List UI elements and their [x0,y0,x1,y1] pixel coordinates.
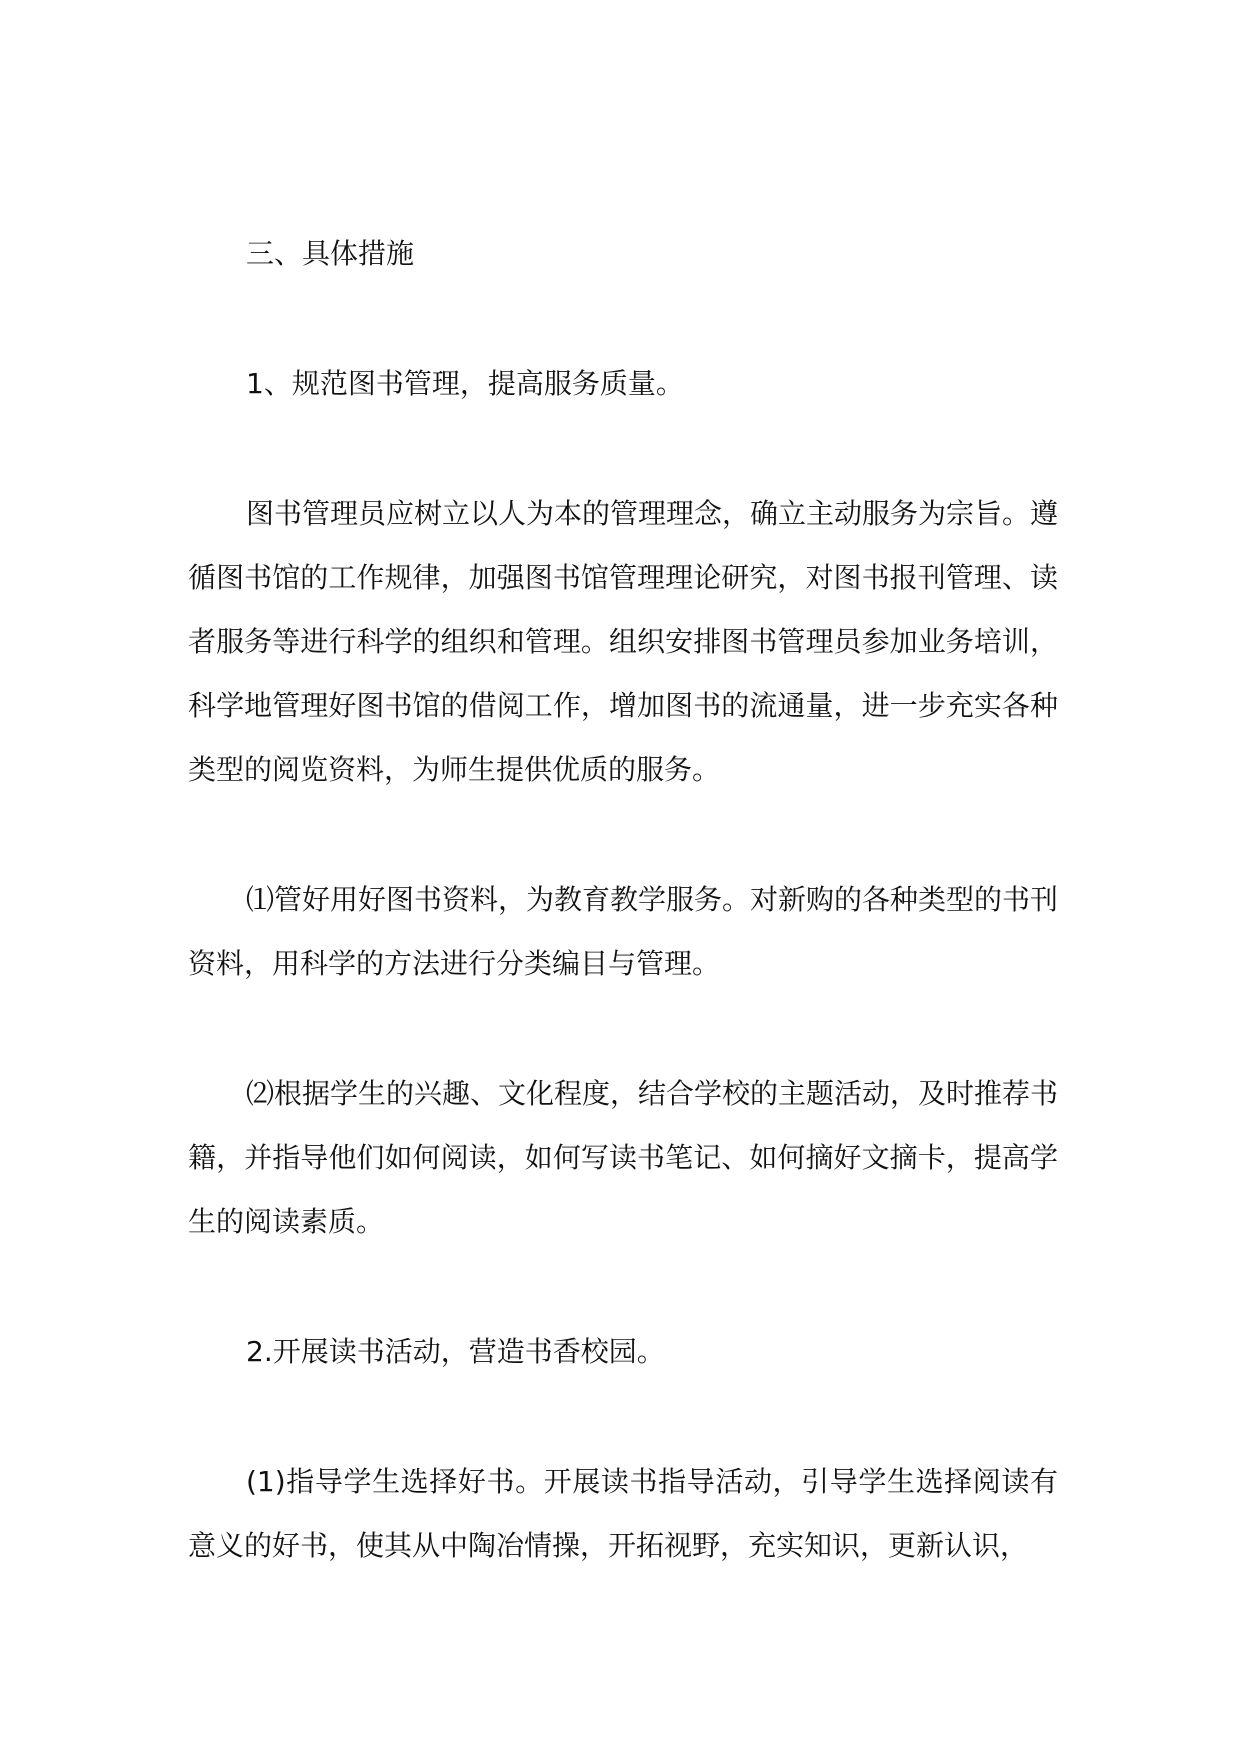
list-item-3: (1)指导学生选择好书。开展读书指导活动，引导学生选择阅读有意义的好书，使其从中陶冶情操，开拓视野，充实知识，更新认识， [188,1465,1058,1562]
list-item-1: ⑴管好用好图书资料，为教育教学服务。对新购的各种类型的书刊资料，用科学的方法进行分类编目与管理。 [188,883,1059,980]
list-item-2: ⑵根据学生的兴趣、文化程度，结合学校的主题活动，及时推荐书籍，并指导他们如何阅读，如何写读书笔记、如何摘好文摘卡，提高学生的阅读素质。 [188,1077,1059,1238]
subsection-heading-1: 1、规范图书管理，提高服务质量。 [246,367,684,400]
subsection-heading-2: 2.开展读书活动，营造书香校园。 [246,1335,665,1368]
document-body [188,222,1058,1578]
paragraph-management-philosophy: 图书管理员应树立以人为本的管理理念，确立主动服务为宗旨。遵循图书馆的工作规律，加强图书馆管理理论研究，对图书报刊管理、读者服务等进行科学的组织和管理。组织安排图书管理员参加业务培训，科学地管理好图书馆的借阅工作，增加图书的流通量，进一步充实各种类型的阅览资料，为师生提供优质的服务。 [188,497,1059,786]
section-heading: 三、具体措施 [246,237,415,270]
